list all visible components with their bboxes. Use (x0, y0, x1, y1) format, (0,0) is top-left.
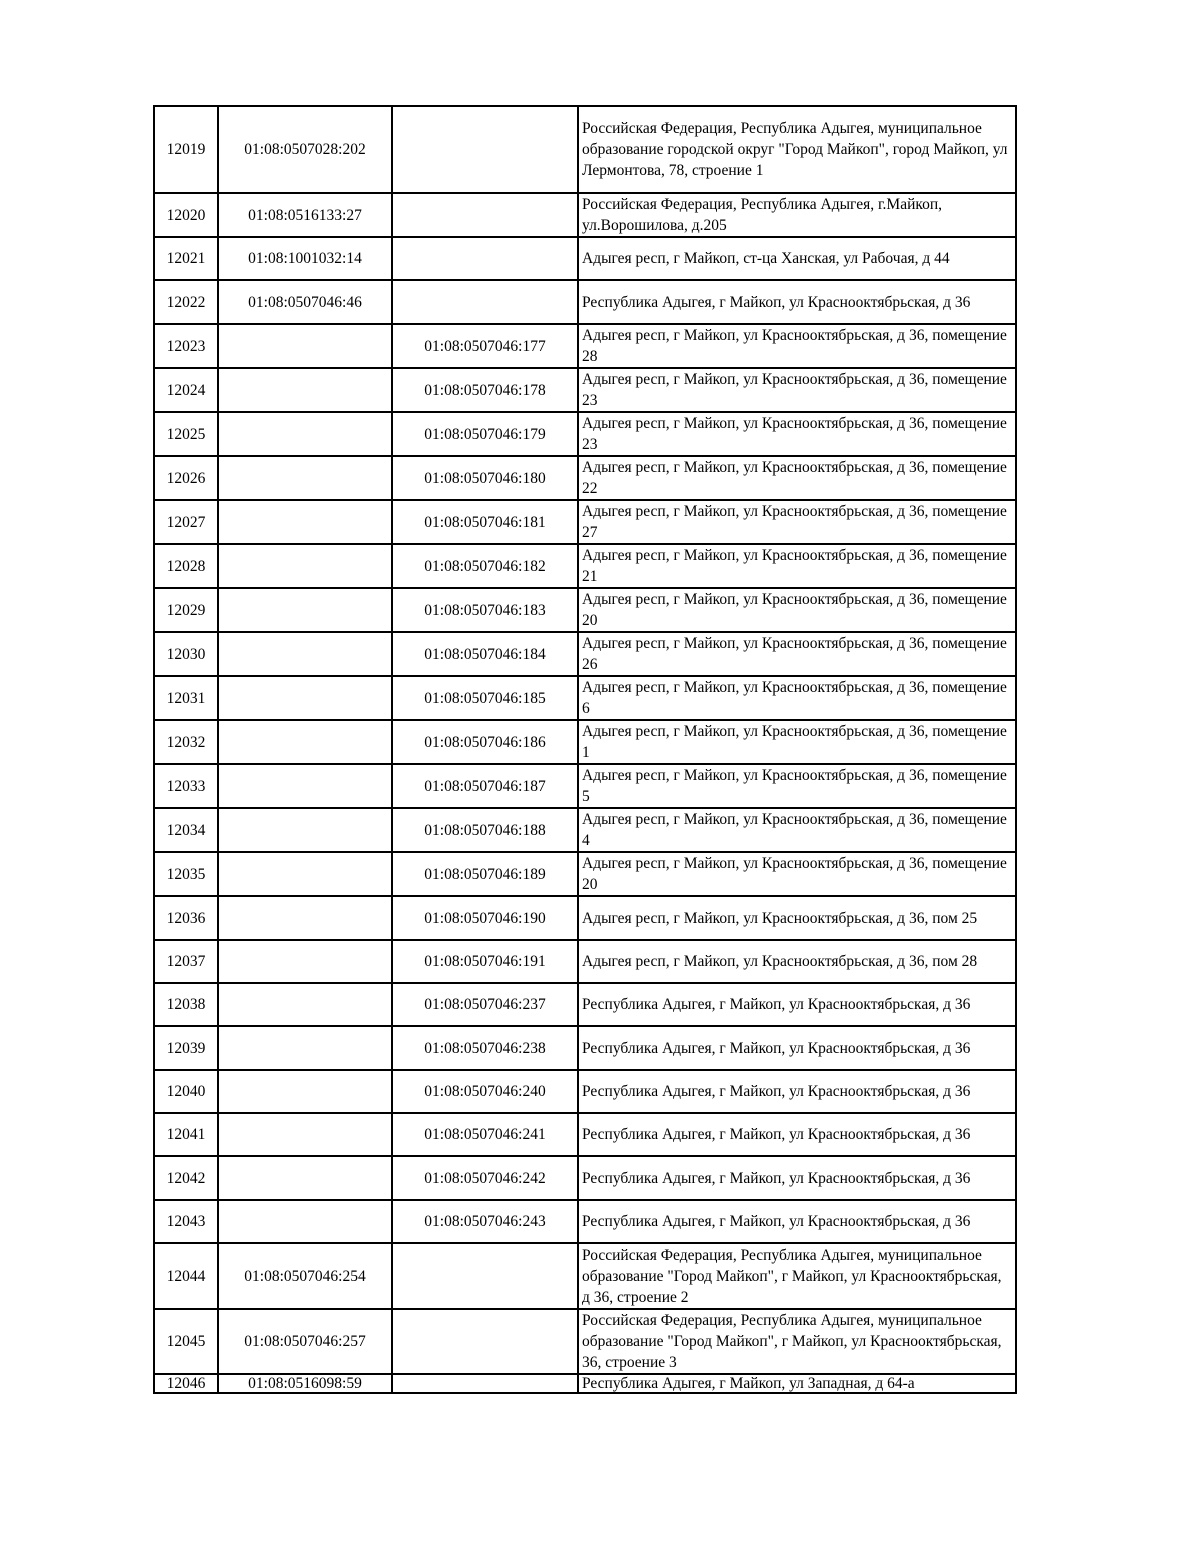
row-number-cell: 12045 (154, 1309, 218, 1374)
table-row (154, 896, 1016, 940)
land-cadastral-number-cell (218, 720, 392, 764)
object-cadastral-number-cell: 01:08:0507046:238 (392, 1026, 578, 1070)
address-cell: Республика Адыгея, г Майкоп, ул Краснооктябрьская, д 36 (578, 1070, 1016, 1113)
row-number-cell: 12039 (154, 1026, 218, 1070)
row-number-cell: 12033 (154, 764, 218, 808)
address-cell: Адыгея респ, г Майкоп, ул Краснооктябрьская, д 36, помещение 28 (578, 324, 1016, 368)
object-cadastral-number-cell: 01:08:0507046:191 (392, 940, 578, 983)
registry-table (153, 105, 1017, 1394)
table-row (154, 676, 1016, 720)
object-cadastral-number-cell: 01:08:0507046:180 (392, 456, 578, 500)
object-cadastral-number-cell: 01:08:0507046:241 (392, 1113, 578, 1156)
row-number-cell: 12029 (154, 588, 218, 632)
table-row (154, 544, 1016, 588)
table-row (154, 940, 1016, 983)
address-cell: Российская Федерация, Республика Адыгея, муниципальное образование городской округ "Город Майкоп", город Майкоп, ул Лермонтова, 78, строение 1 (578, 106, 1016, 193)
table-row (154, 368, 1016, 412)
object-cadastral-number-cell (392, 1243, 578, 1309)
land-cadastral-number-cell (218, 983, 392, 1026)
row-number-cell: 12025 (154, 412, 218, 456)
table-row (154, 1070, 1016, 1113)
land-cadastral-number-cell (218, 632, 392, 676)
row-number-cell: 12043 (154, 1200, 218, 1243)
object-cadastral-number-cell: 01:08:0507046:186 (392, 720, 578, 764)
address-cell: Республика Адыгея, г Майкоп, ул Краснооктябрьская, д 36 (578, 1200, 1016, 1243)
address-cell: Адыгея респ, г Майкоп, ул Краснооктябрьская, д 36, помещение 4 (578, 808, 1016, 852)
object-cadastral-number-cell (392, 280, 578, 324)
row-number-cell: 12034 (154, 808, 218, 852)
row-number-cell: 12028 (154, 544, 218, 588)
row-number-cell: 12031 (154, 676, 218, 720)
table-row (154, 1374, 1016, 1393)
table-row (154, 852, 1016, 896)
address-cell: Адыгея респ, г Майкоп, ул Краснооктябрьская, д 36, пом 25 (578, 896, 1016, 940)
row-number-cell: 12042 (154, 1156, 218, 1200)
address-cell: Адыгея респ, г Майкоп, ул Краснооктябрьская, д 36, помещение 22 (578, 456, 1016, 500)
object-cadastral-number-cell: 01:08:0507046:190 (392, 896, 578, 940)
land-cadastral-number-cell (218, 940, 392, 983)
object-cadastral-number-cell: 01:08:0507046:182 (392, 544, 578, 588)
object-cadastral-number-cell: 01:08:0507046:240 (392, 1070, 578, 1113)
address-cell: Адыгея респ, г Майкоп, ул Краснооктябрьская, д 36, помещение 23 (578, 368, 1016, 412)
land-cadastral-number-cell: 01:08:0507046:46 (218, 280, 392, 324)
object-cadastral-number-cell (392, 1309, 578, 1374)
table-row (154, 324, 1016, 368)
row-number-cell: 12036 (154, 896, 218, 940)
land-cadastral-number-cell (218, 1070, 392, 1113)
table-row (154, 1113, 1016, 1156)
address-cell: Адыгея респ, г Майкоп, ст-ца Ханская, ул Рабочая, д 44 (578, 237, 1016, 280)
land-cadastral-number-cell: 01:08:0516098:59 (218, 1374, 392, 1393)
row-number-cell: 12035 (154, 852, 218, 896)
row-number-cell: 12037 (154, 940, 218, 983)
object-cadastral-number-cell: 01:08:0507046:178 (392, 368, 578, 412)
object-cadastral-number-cell: 01:08:0507046:242 (392, 1156, 578, 1200)
table-row (154, 808, 1016, 852)
address-cell: Российская Федерация, Республика Адыгея, г.Майкоп, ул.Ворошилова, д.205 (578, 193, 1016, 237)
land-cadastral-number-cell (218, 324, 392, 368)
table-row (154, 1156, 1016, 1200)
table-row (154, 456, 1016, 500)
address-cell: Адыгея респ, г Майкоп, ул Краснооктябрьская, д 36, помещение 23 (578, 412, 1016, 456)
object-cadastral-number-cell: 01:08:0507046:188 (392, 808, 578, 852)
address-cell: Адыгея респ, г Майкоп, ул Краснооктябрьская, д 36, помещение 20 (578, 588, 1016, 632)
land-cadastral-number-cell (218, 1026, 392, 1070)
address-cell: Республика Адыгея, г Майкоп, ул Краснооктябрьская, д 36 (578, 1156, 1016, 1200)
table-row (154, 500, 1016, 544)
table-body (154, 106, 1016, 1393)
table-row (154, 237, 1016, 280)
address-cell: Адыгея респ, г Майкоп, ул Краснооктябрьская, д 36, пом 28 (578, 940, 1016, 983)
address-cell: Республика Адыгея, г Майкоп, ул Краснооктябрьская, д 36 (578, 280, 1016, 324)
land-cadastral-number-cell: 01:08:1001032:14 (218, 237, 392, 280)
land-cadastral-number-cell (218, 412, 392, 456)
land-cadastral-number-cell: 01:08:0516133:27 (218, 193, 392, 237)
object-cadastral-number-cell: 01:08:0507046:179 (392, 412, 578, 456)
table-row (154, 588, 1016, 632)
row-number-cell: 12038 (154, 983, 218, 1026)
object-cadastral-number-cell: 01:08:0507046:187 (392, 764, 578, 808)
address-cell: Республика Адыгея, г Майкоп, ул Краснооктябрьская, д 36 (578, 1026, 1016, 1070)
row-number-cell: 12019 (154, 106, 218, 193)
land-cadastral-number-cell (218, 852, 392, 896)
row-number-cell: 12021 (154, 237, 218, 280)
land-cadastral-number-cell: 01:08:0507046:257 (218, 1309, 392, 1374)
row-number-cell: 12044 (154, 1243, 218, 1309)
table-row (154, 1200, 1016, 1243)
row-number-cell: 12040 (154, 1070, 218, 1113)
land-cadastral-number-cell (218, 500, 392, 544)
land-cadastral-number-cell (218, 1200, 392, 1243)
land-cadastral-number-cell (218, 588, 392, 632)
row-number-cell: 12032 (154, 720, 218, 764)
address-cell: Адыгея респ, г Майкоп, ул Краснооктябрьская, д 36, помещение 6 (578, 676, 1016, 720)
address-cell: Республика Адыгея, г Майкоп, ул Краснооктябрьская, д 36 (578, 983, 1016, 1026)
address-cell: Республика Адыгея, г Майкоп, ул Краснооктябрьская, д 36 (578, 1113, 1016, 1156)
row-number-cell: 12024 (154, 368, 218, 412)
address-cell: Адыгея респ, г Майкоп, ул Краснооктябрьская, д 36, помещение 20 (578, 852, 1016, 896)
address-cell: Республика Адыгея, г Майкоп, ул Западная, д 64-а (578, 1374, 1016, 1393)
address-cell: Адыгея респ, г Майкоп, ул Краснооктябрьская, д 36, помещение 1 (578, 720, 1016, 764)
row-number-cell: 12020 (154, 193, 218, 237)
row-number-cell: 12026 (154, 456, 218, 500)
address-cell: Адыгея респ, г Майкоп, ул Краснооктябрьская, д 36, помещение 5 (578, 764, 1016, 808)
object-cadastral-number-cell: 01:08:0507046:177 (392, 324, 578, 368)
table-row (154, 764, 1016, 808)
land-cadastral-number-cell (218, 544, 392, 588)
land-cadastral-number-cell: 01:08:0507028:202 (218, 106, 392, 193)
object-cadastral-number-cell: 01:08:0507046:189 (392, 852, 578, 896)
address-cell: Российская Федерация, Республика Адыгея, муниципальное образование "Город Майкоп", г Майкоп, ул Краснооктябрьская, 36, строение 3 (578, 1309, 1016, 1374)
land-cadastral-number-cell (218, 368, 392, 412)
land-cadastral-number-cell (218, 764, 392, 808)
table-row (154, 720, 1016, 764)
object-cadastral-number-cell (392, 193, 578, 237)
object-cadastral-number-cell: 01:08:0507046:243 (392, 1200, 578, 1243)
table-row (154, 1026, 1016, 1070)
row-number-cell: 12027 (154, 500, 218, 544)
row-number-cell: 12041 (154, 1113, 218, 1156)
row-number-cell: 12022 (154, 280, 218, 324)
object-cadastral-number-cell: 01:08:0507046:181 (392, 500, 578, 544)
object-cadastral-number-cell: 01:08:0507046:184 (392, 632, 578, 676)
land-cadastral-number-cell: 01:08:0507046:254 (218, 1243, 392, 1309)
table-row (154, 106, 1016, 193)
table-row (154, 1309, 1016, 1374)
table-row (154, 1243, 1016, 1309)
row-number-cell: 12046 (154, 1374, 218, 1393)
table-row (154, 983, 1016, 1026)
land-cadastral-number-cell (218, 1113, 392, 1156)
object-cadastral-number-cell: 01:08:0507046:237 (392, 983, 578, 1026)
address-cell: Адыгея респ, г Майкоп, ул Краснооктябрьская, д 36, помещение 27 (578, 500, 1016, 544)
land-cadastral-number-cell (218, 1156, 392, 1200)
land-cadastral-number-cell (218, 676, 392, 720)
table-row (154, 280, 1016, 324)
address-cell: Адыгея респ, г Майкоп, ул Краснооктябрьская, д 36, помещение 21 (578, 544, 1016, 588)
address-cell: Адыгея респ, г Майкоп, ул Краснооктябрьская, д 36, помещение 26 (578, 632, 1016, 676)
table-row (154, 632, 1016, 676)
land-cadastral-number-cell (218, 896, 392, 940)
object-cadastral-number-cell (392, 106, 578, 193)
land-cadastral-number-cell (218, 456, 392, 500)
row-number-cell: 12030 (154, 632, 218, 676)
object-cadastral-number-cell: 01:08:0507046:185 (392, 676, 578, 720)
object-cadastral-number-cell (392, 237, 578, 280)
row-number-cell: 12023 (154, 324, 218, 368)
address-cell: Российская Федерация, Республика Адыгея, муниципальное образование "Город Майкоп", г Майкоп, ул Краснооктябрьская, д 36, строение 2 (578, 1243, 1016, 1309)
table-row (154, 412, 1016, 456)
object-cadastral-number-cell (392, 1374, 578, 1393)
land-cadastral-number-cell (218, 808, 392, 852)
object-cadastral-number-cell: 01:08:0507046:183 (392, 588, 578, 632)
table-row (154, 193, 1016, 237)
